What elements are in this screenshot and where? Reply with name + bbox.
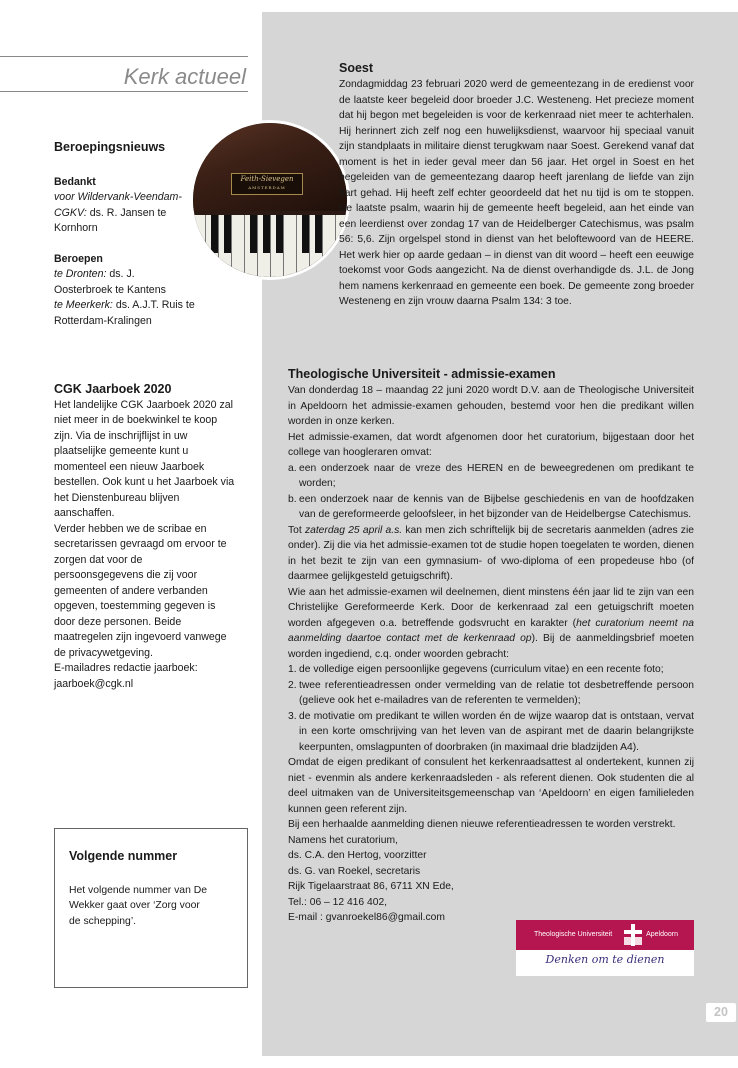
bedankt-entry: voor Wildervank-Veendam-CGKV: ds. R. Jansen te Kornhorn xyxy=(54,191,182,234)
tu-section xyxy=(288,366,694,926)
jaarboek-title: CGK Jaarboek 2020 xyxy=(54,382,172,396)
organ-photo xyxy=(190,120,350,280)
signature-line: ds. G. van Roekel, secretaris xyxy=(288,865,421,877)
signature-line: Tel.: 06 – 12 416 402, xyxy=(288,896,388,908)
volgende-title: Volgende nummer xyxy=(69,849,178,863)
soest-text: Zondagmiddag 23 februari 2020 werd de gemeentezang in de eredienst voor de laatste keer begeleid door broeder J.C. Westeneng. Het precieze moment dat hij begon met begeleiden is voor de kerkenraad niet meer te achterhalen. Hij herinnert zich zelf nog een huwelijksdienst, waarvoor hij speciaal vanuit zijn standplaats in militaire dienst terugkwam naar Soest. Gerekend vanaf dat moment is het in ieder geval meer dan 56 jaar. Het orgel in Soest en het begeleiden van de gemeentezang daarop heeft jarenlang de liefde van zijn hart gehad. Hij heeft zelf echter geoordeeld dat het nu tijd is om te stoppen. De laatste psalm, waarin hij de gemeente heeft begeleid, aan het einde van een leerdienst over zondag 17 van de Heidelberger Catechismus, was psalm 56: 5,6. Zijn orgelspel stond in dienst van het beloftewoord van de HEERE. Het werk hier op aarde gedaan – in dienst van dit woord – heeft een eeuwige toekomst voor Gods aangezicht. Na de dienst overhandigde ds. J.L. de Jong hem namens kerkenraad en gemeente een boek. De gemeente zong broeder Westeneng en zijn vrouw daarna Psalm 134: 3 toe. xyxy=(339,79,694,307)
signature-line: ds. C.A. den Hertog, voorzitter xyxy=(288,850,427,861)
tu-logo: Theologische Universiteit Apeldoorn Denken om te dienen xyxy=(516,920,694,976)
tu-p5: Omdat de eigen predikant of consulent het kerkenraadsattest al ondertekent, kunnen zij niet - evenmin als andere kerkenraadsleden - als referent dienen. Ook studenten die al deel uitmaken van de Universiteitsgemeenschap van ‘Apeldoorn’ en eigen familieleden kunnen geen referent zijn. xyxy=(288,757,694,815)
list-item: b. een onderzoek naar de kennis van de Bijbelse geschiedenis en van de hoofdzaken van de gereformeerde geloofsleer, in het bijzonder van de Heidelbergse Catechismus. xyxy=(288,493,694,520)
tu-p1: Van donderdag 18 – maandag 22 juni 2020 wordt D.V. aan de Theologische Universiteit in Apeldoorn het admissie-examen gehouden, bestemd voor hen die predikant willen worden in onze kerken. xyxy=(288,385,694,427)
soest-title: Soest xyxy=(339,61,374,75)
tu-p3: Tot zaterdag 25 april a.s. kan men zich schriftelijk bij de secretaris aanmelden (adres zie onder). Zij die via het admissie-examen tot de studie hopen toegelaten te worden, dienen in het bezit te zijn van een gymnasium- of vwo-diploma of een propedeuse hbo (of daarmee gelijkgesteld getuigschrift). xyxy=(288,524,694,582)
tu-title: Theologische Universiteit - admissie-examen xyxy=(288,367,556,381)
organ-nameplate: Feith-Sievegen AMSTERDAM xyxy=(231,173,303,195)
soest-section xyxy=(339,60,694,310)
beroepen-label: Beroepen xyxy=(54,252,103,265)
volgende-nummer-box xyxy=(54,828,248,988)
jaarboek-section xyxy=(54,382,236,692)
header-rule-bottom xyxy=(0,91,248,92)
volgende-text: Het volgende nummer van De Wekker gaat over ‘Zorg voor de schepping’. xyxy=(69,884,208,927)
jaarboek-email: E-mailadres redactie jaarboek: jaarboek@cgk.nl xyxy=(54,662,198,690)
beroepingsnieuws-section xyxy=(54,140,214,329)
tu-p6: Bij een herhaalde aanmelding dienen nieuwe referentieadressen te worden verstrekt. xyxy=(288,819,676,830)
tu-slogan: Denken om te dienen xyxy=(545,953,665,966)
list-item: a. een onderzoek naar de vreze des HEREN en de beweegredenen om predikant te worden; xyxy=(288,462,694,489)
tu-emblem-icon xyxy=(622,923,644,947)
list-item: 1. de volledige eigen persoonlijke gegevens (curriculum vitae) en een recente foto; xyxy=(288,664,664,675)
list-item: 3. de motivatie om predikant te willen worden én de wijze waarop dat is ontstaan, vervat in een korte omschrijving van het leven van de aspirant met de daarin belangrijkste keerpunten, omslagpunten of doorbraken (in maximaal drie bladzijden A4). xyxy=(288,710,694,753)
signature-email: E-mail : gvanroekel86@gmail.com xyxy=(288,912,445,923)
signature-line: Namens het curatorium, xyxy=(288,834,398,846)
page-number: 20 xyxy=(706,1003,736,1022)
tu-p2: Het admissie-examen, dat wordt afgenomen door het curatorium, bijgestaan door het college van hoogleraren omvat: xyxy=(288,431,694,458)
beroepen-entry-2: te Meerkerk: ds. A.J.T. Ruis te Rotterdam-Kralingen xyxy=(54,299,195,327)
list-item: 2. twee referentieadressen onder vermelding van de relatie tot desbetreffende persoon (gelieve ook het e-mailadres van de referenten te vermelden); xyxy=(288,679,694,706)
signature-line: Rijk Tigelaarstraat 86, 6711 XN Ede, xyxy=(288,881,454,892)
section-title: Kerk actueel xyxy=(123,64,246,89)
beroepen-entry-1: te Dronten: ds. J. Oosterbroek te Kantens xyxy=(54,268,166,296)
bedankt-label: Bedankt xyxy=(54,175,96,188)
jaarboek-text: Het landelijke CGK Jaarboek 2020 zal niet meer in de boekwinkel te koop zijn. Via de inschrijflijst in uw plaatselijke gemeente kunt u momenteel een nieuw Jaarboek bestellen. Ook kunt u het Jaarboek via het Dienstenbureau blijven aanschaffen. xyxy=(54,398,235,519)
header-rule-top xyxy=(0,56,248,57)
jaarboek-text-2: Verder hebben we de scribae en secretarissen gevraagd om ervoor te zorgen dat voor de persoonsgegevens die zij voor gemeenten of andere verbanden opgeven, toestemming gegeven is door deze personen. Beide maatregelen zijn ingevoerd vanwege de privacywetgeving. xyxy=(54,522,227,659)
tu-p4: Wie aan het admissie-examen wil deelnemen, dient minstens één jaar lid te zijn van een Christelijke Gereformeerde Kerk. Door de kerkenraad zal een getuigschrift moeten worden afgegeven o.a. betreffende godsvrucht en karakter (het curatorium neemt na aanmelding daartoe contact met de kerkenraad op). Bij de aanmeldingsbrief moeten worden ingediend, c.q. onder woorden gebracht: xyxy=(288,586,694,660)
beroepingsnieuws-title: Beroepingsnieuws xyxy=(54,140,166,154)
